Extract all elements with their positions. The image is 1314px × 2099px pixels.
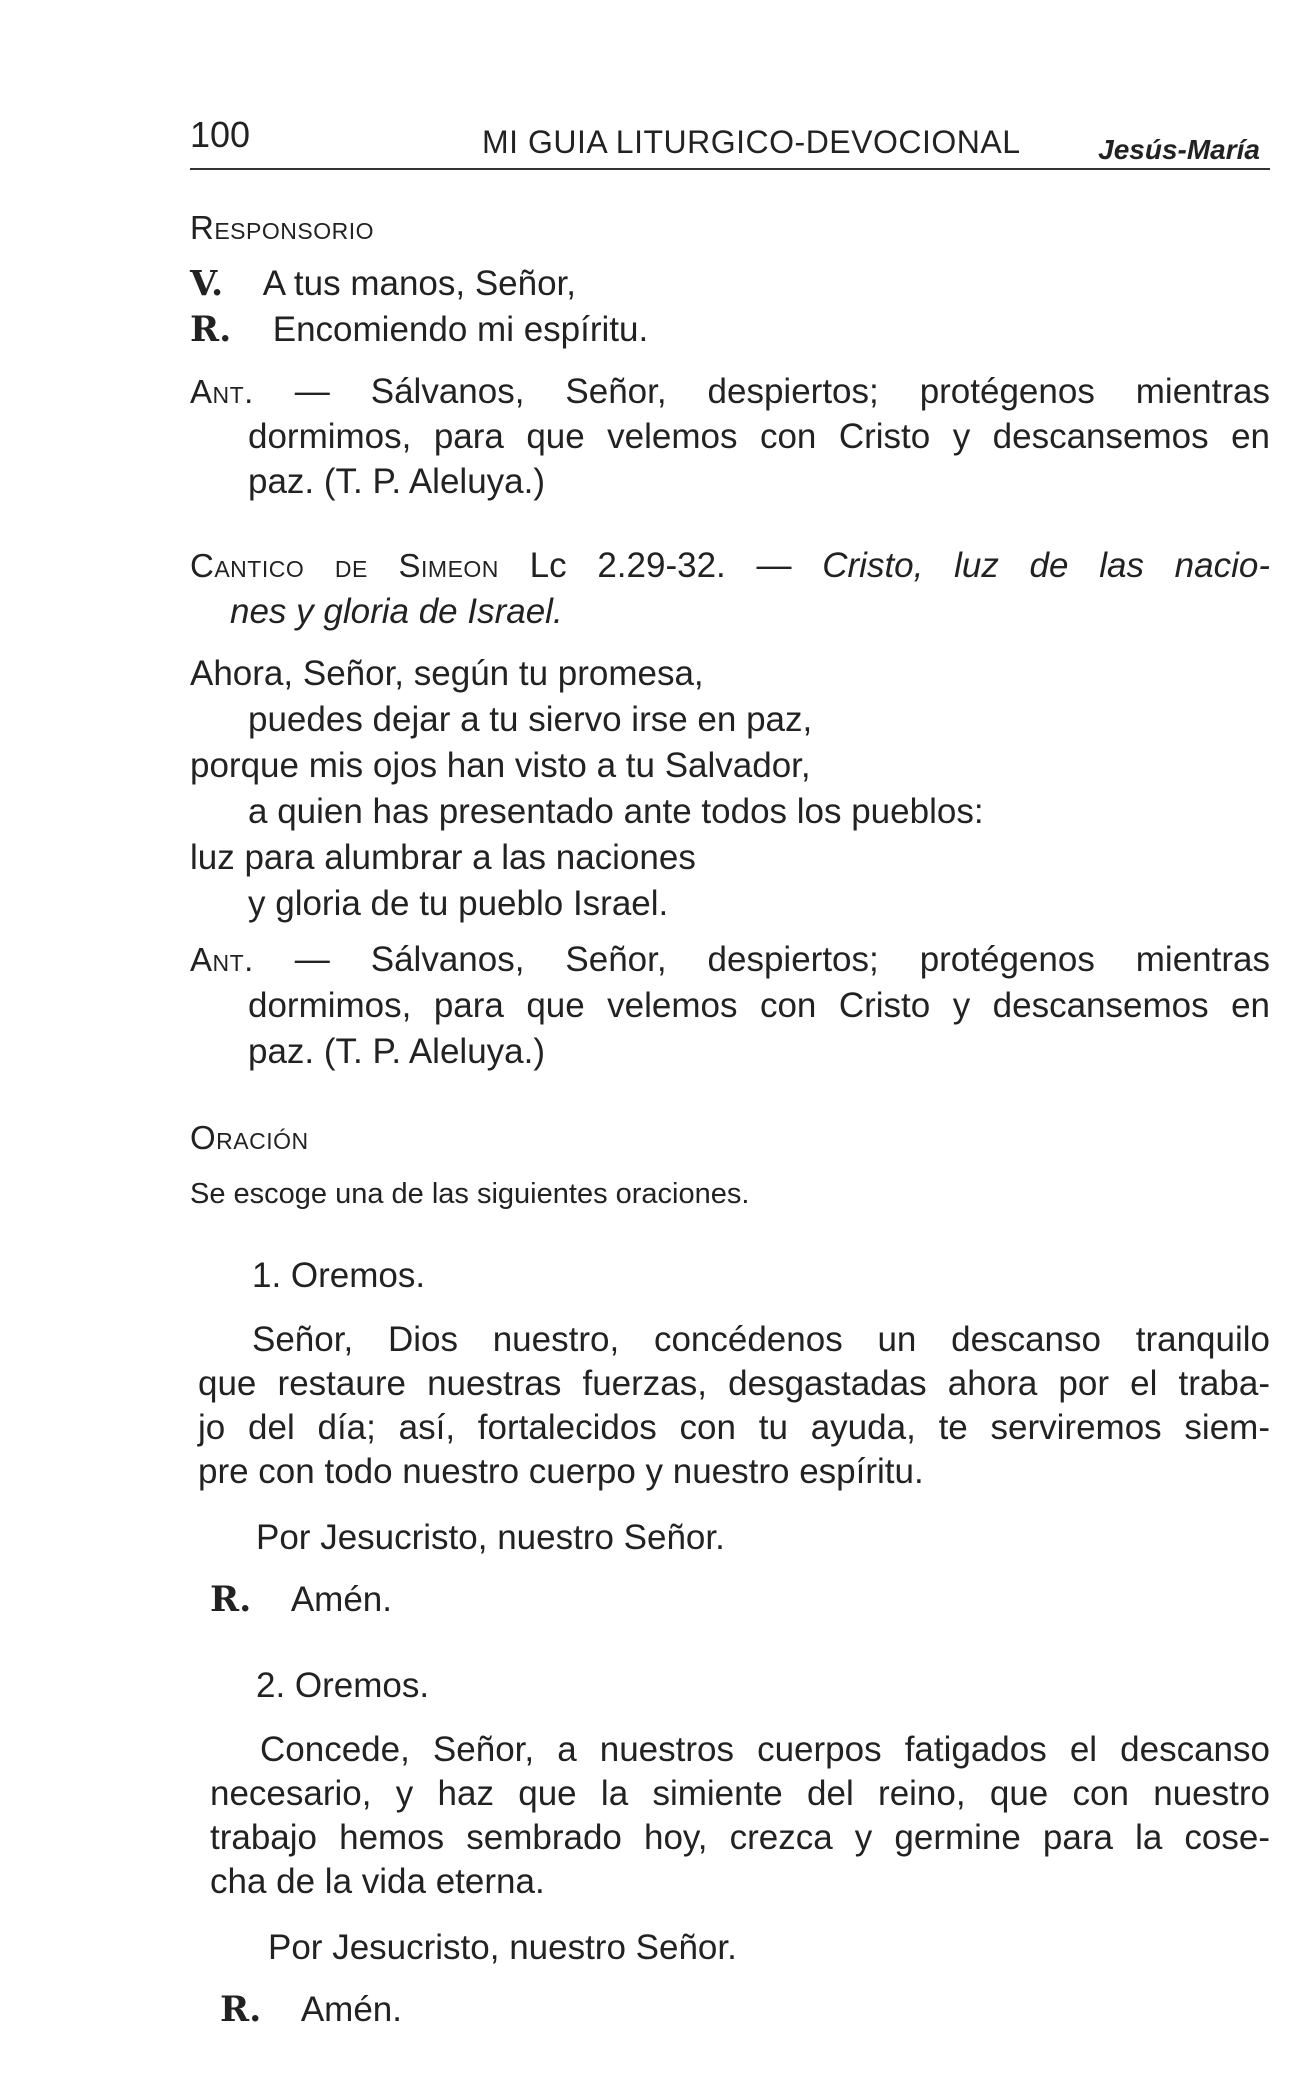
prayer-2-line: cha de la vida eterna. [210, 1862, 545, 1901]
prayer-1-line: pre con todo nuestro cuerpo y nuestro espíritu. [198, 1452, 924, 1491]
antiphon-2-line-1: Ant. — Sálvanos, Señor, despiertos; protégenos mientras [190, 940, 1270, 979]
oracion-heading: Oración [190, 1119, 309, 1156]
canticle-reference: Lc 2.29-32. [529, 546, 726, 585]
verse-line: y gloria de tu pueblo Israel. [248, 884, 669, 923]
prayer-1-title: 1. Oremos. [252, 1256, 426, 1295]
canticle-heading-line-1: Cantico de Simeon Lc 2.29-32. — Cristo, luz de las nacio- [190, 546, 1271, 585]
response-symbol: R. [190, 309, 232, 350]
versicle-text: A tus manos, Señor, [262, 264, 577, 303]
verse-line: a quien has presentado ante todos los pueblos: [248, 792, 984, 831]
antiphon-1-line-1: Ant. — Sálvanos, Señor, despiertos; protégenos mientras [190, 372, 1270, 411]
verse-line: Ahora, Señor, según tu promesa, [190, 654, 704, 693]
verse-line: porque mis ojos han visto a tu Salvador, [190, 746, 811, 785]
antiphon-2-line-3: paz. (T. P. Aleluya.) [248, 1032, 546, 1071]
canticle-title: Cantico de Simeon [190, 547, 499, 584]
prayer-1-closing: Por Jesucristo, nuestro Señor. [256, 1518, 725, 1557]
oracion-instruction: Se escoge una de las siguientes oraciones. [190, 1178, 750, 1210]
prayer-1-line: que restaure nuestras fuerzas, desgastadas ahora por el traba- [198, 1364, 1270, 1403]
antiphon-2-line-2: dormimos, para que velemos con Cristo y descansemos en [248, 986, 1270, 1025]
response-symbol: R. [210, 1579, 252, 1620]
antiphon-1-line-3: paz. (T. P. Aleluya.) [248, 462, 546, 501]
responsorio-heading: Responsorio [190, 209, 374, 246]
running-title: MI GUIA LITURGICO-DEVOCIONAL [482, 124, 1021, 160]
antiphon-1-line-2: dormimos, para que velemos con Cristo y descansemos en [248, 417, 1270, 456]
prayer-2-closing: Por Jesucristo, nuestro Señor. [268, 1928, 737, 1967]
prayer-1-line: jo del día; así, fortalecidos con tu ayuda, te serviremos siem- [198, 1408, 1270, 1447]
prayer-2-line: necesario, y haz que la simiente del reino, que con nuestro [210, 1774, 1270, 1813]
page-number: 100 [190, 114, 251, 155]
versicle-symbol: V. [190, 263, 224, 304]
canticle-subtitle: Cristo, luz de las nacio- [822, 546, 1271, 585]
page [190, 108, 1271, 2030]
canticle-subtitle-line-2: nes y gloria de Israel. [230, 592, 563, 631]
prayer-2-line: Concede, Señor, a nuestros cuerpos fatigados el descanso [260, 1730, 1270, 1769]
prayer-1-line: Señor, Dios nuestro, concédenos un descanso tranquilo [252, 1320, 1270, 1359]
running-header [190, 108, 1270, 170]
response-line [190, 308, 648, 352]
prayer-2-line: trabajo hemos sembrado hoy, crezca y germine para la cose- [210, 1818, 1270, 1857]
versicle-line [190, 262, 576, 306]
prayer-2-title: 2. Oremos. [256, 1666, 430, 1705]
antiphon-label: Ant. [190, 373, 254, 410]
verse-line: puedes dejar a tu siervo irse en paz, [248, 700, 813, 739]
antiphon-label: Ant. [190, 941, 254, 978]
response-symbol: R. [220, 1989, 262, 2030]
running-author: Jesús-María [1098, 134, 1260, 165]
prayer-1-response: R. Amén. [210, 1579, 392, 1620]
response-text: Encomiendo mi espíritu. [272, 310, 649, 349]
verse-line: luz para alumbrar a las naciones [190, 838, 696, 877]
prayer-2-response: R. Amén. [220, 1989, 402, 2030]
